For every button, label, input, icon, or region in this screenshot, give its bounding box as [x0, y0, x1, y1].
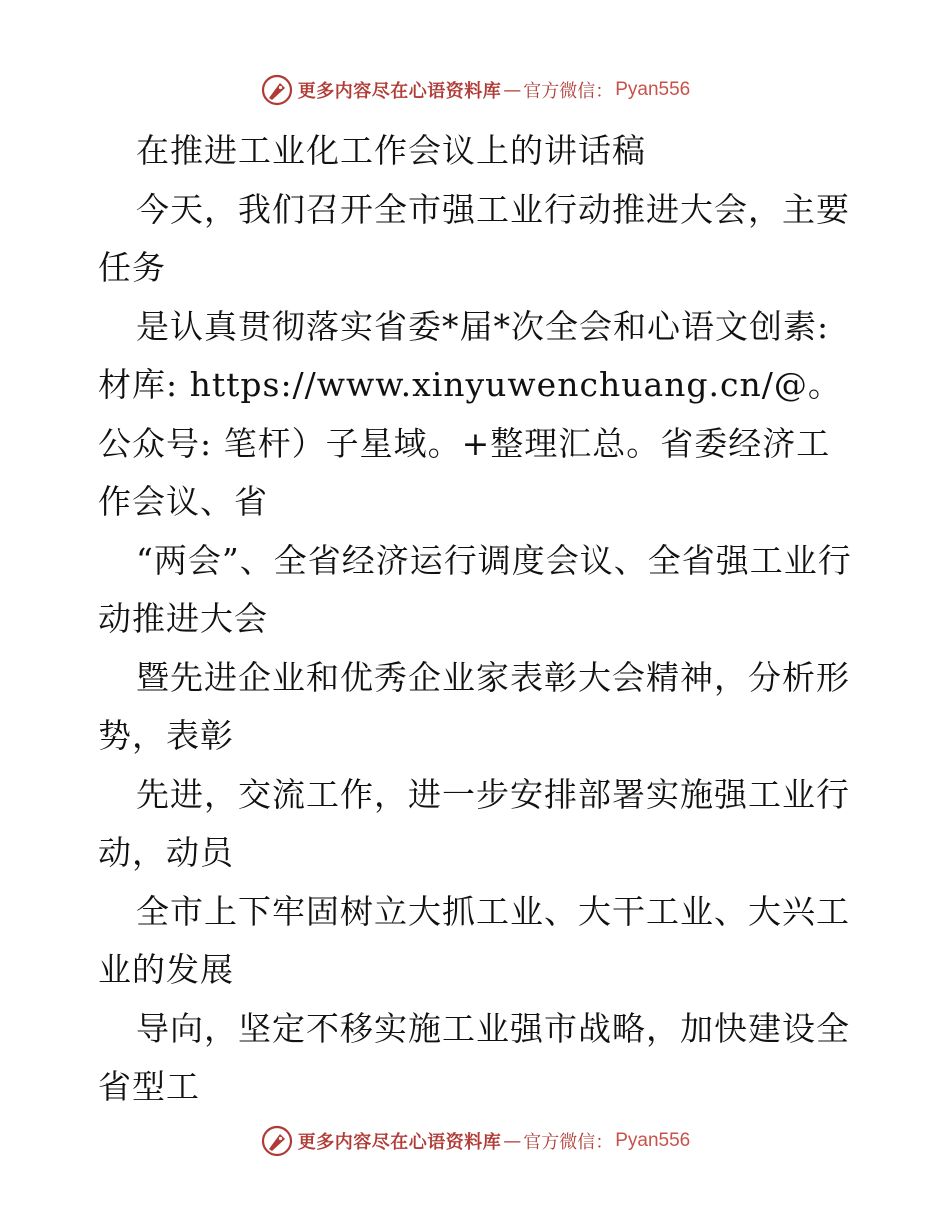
banner-main-text: 更多内容尽在心语资料库 [297, 81, 502, 102]
document-body [98, 122, 858, 1117]
banner-separator: — [503, 1130, 522, 1152]
banner-separator: — [503, 79, 522, 101]
banner-wechat-label: 官方微信： [523, 81, 614, 102]
paragraph: 暨先进企业和优秀企业家表彰大会精神，分析形势，表彰 [98, 657, 850, 755]
paragraph: 是认真贯彻落实省委*届*次全会和心语文创素:材库: https://www.xinyuwenchuang.cn/@。公众号: 笔杆）子星域。+整理汇总。省委经济工作会议、省 [98, 306, 842, 521]
banner-wechat-id: Pyan556 [615, 1130, 691, 1151]
document-title: 在推进工业化工作会议上的讲话稿 [136, 131, 646, 170]
pen-nib-logo-icon [260, 73, 294, 107]
paragraph: 先进，交流工作，进一步安排部署实施强工业行动，动员 [98, 774, 850, 872]
paragraph: 今天，我们召开全市强工业行动推进大会，主要任务 [98, 189, 850, 287]
banner-wechat-id: Pyan556 [615, 79, 691, 100]
header-banner [0, 70, 950, 110]
banner-main-text: 更多内容尽在心语资料库 [297, 1132, 502, 1153]
paragraph: 全市上下牢固树立大抓工业、大干工业、大兴工业的发展 [98, 891, 850, 989]
paragraph: “两会”、全省经济运行调度会议、全省强工业行动推进大会 [98, 540, 852, 638]
banner-wechat-label: 官方微信： [523, 1132, 614, 1153]
paragraph: 导向，坚定不移实施工业强市战略，加快建设全省型工 [98, 1008, 850, 1106]
footer-banner [0, 1121, 950, 1161]
pen-nib-logo-icon [260, 1124, 294, 1158]
